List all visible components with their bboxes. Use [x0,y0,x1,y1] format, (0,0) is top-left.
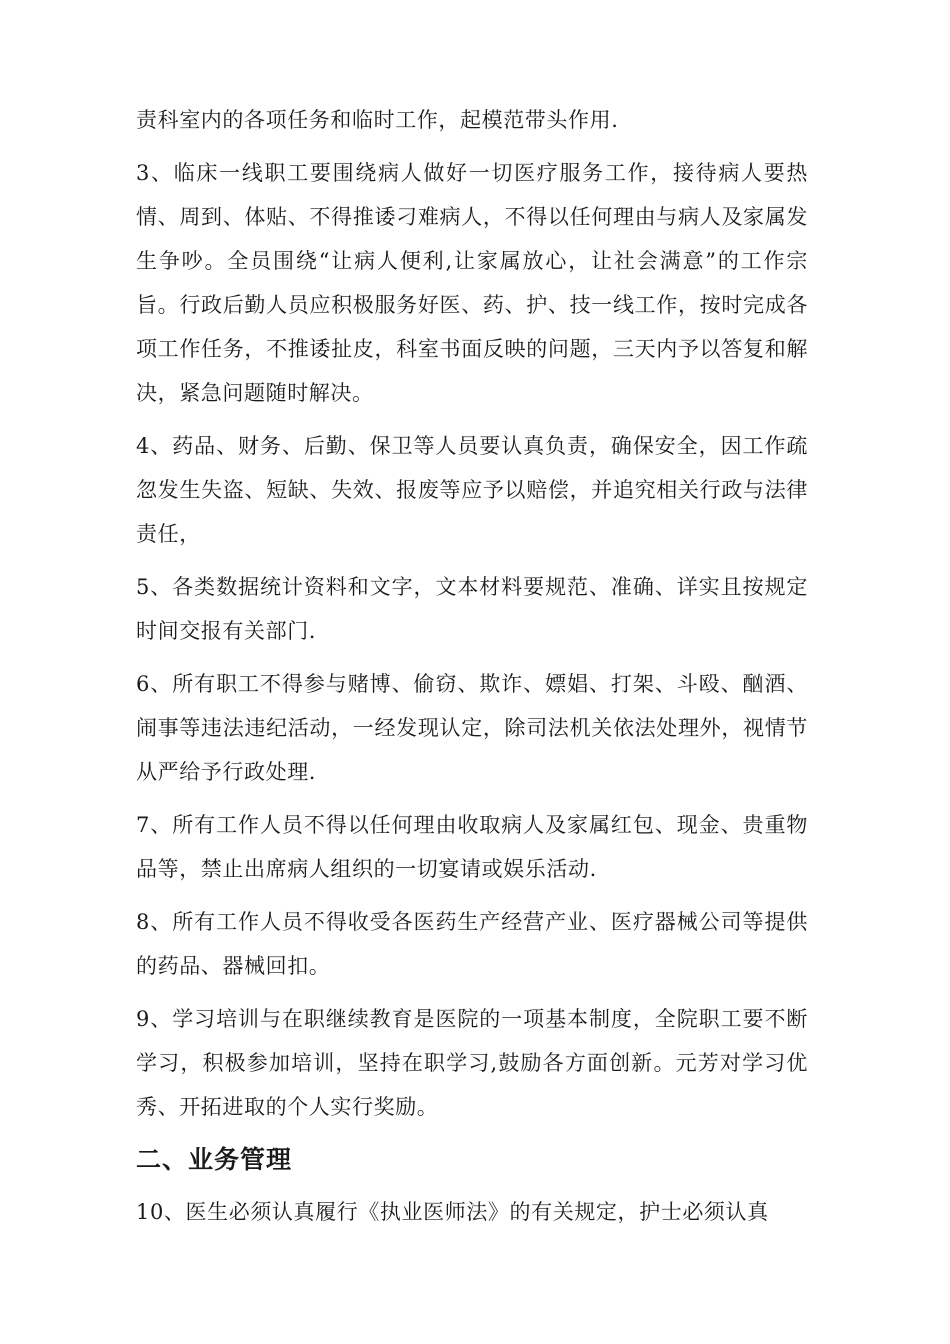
document-body [136,98,808,1243]
paragraph-item-6: 6、所有职工不得参与赌博、偷窃、欺诈、嫖娼、打架、斗殴、酗酒、闹事等违法违纪活动，一经发现认定，除司法机关依法处理外，视情节从严给予行政处理. [136,672,808,784]
section-heading: 二、业务管理 [136,1145,293,1174]
paragraph-item-8: 8、所有工作人员不得收受各医药生产经营产业、医疗器械公司等提供的药品、器械回扣。 [136,910,808,978]
paragraph-item-9: 9、学习培训与在职继续教育是医院的一项基本制度，全院职工要不断学习，积极参加培训，坚持在职学习,鼓励各方面创新。元芳对学习优秀、开拓进取的个人实行奖励。 [136,1007,808,1119]
paragraph-item-10: 10、医生必须认真履行《执业医师法》的有关规定，护士必须认真 [136,1200,769,1224]
paragraph-item-4: 4、药品、财务、后勤、保卫等人员要认真负责，确保安全，因工作疏忽发生失盗、短缺、失效、报废等应予以赔偿，并追究相关行政与法律责任， [136,434,808,546]
paragraph-continuation: 责科室内的各项任务和临时工作，起模范带头作用. [136,108,619,132]
paragraph-item-3: 3、临床一线职工要围绕病人做好一切医疗服务工作，接待病人要热情、周到、体贴、不得推诿刁难病人，不得以任何理由与病人及家属发生争吵。全员围绕“让病人便利,让家属放心，让社会满意”的工作宗旨。行政后勤人员应积极服务好医、药、护、技一线工作，按时完成各项工作任务，不推诿扯皮，科室书面反映的问题，三天内予以答复和解决，紧急问题随时解决。 [136,161,808,405]
paragraph-item-5: 5、各类数据统计资料和文字，文本材料要规范、准确、详实且按规定时间交报有关部门. [136,575,808,643]
paragraph-item-7: 7、所有工作人员不得以任何理由收取病人及家属红包、现金、贵重物品等，禁止出席病人组织的一切宴请或娱乐活动. [136,813,808,881]
